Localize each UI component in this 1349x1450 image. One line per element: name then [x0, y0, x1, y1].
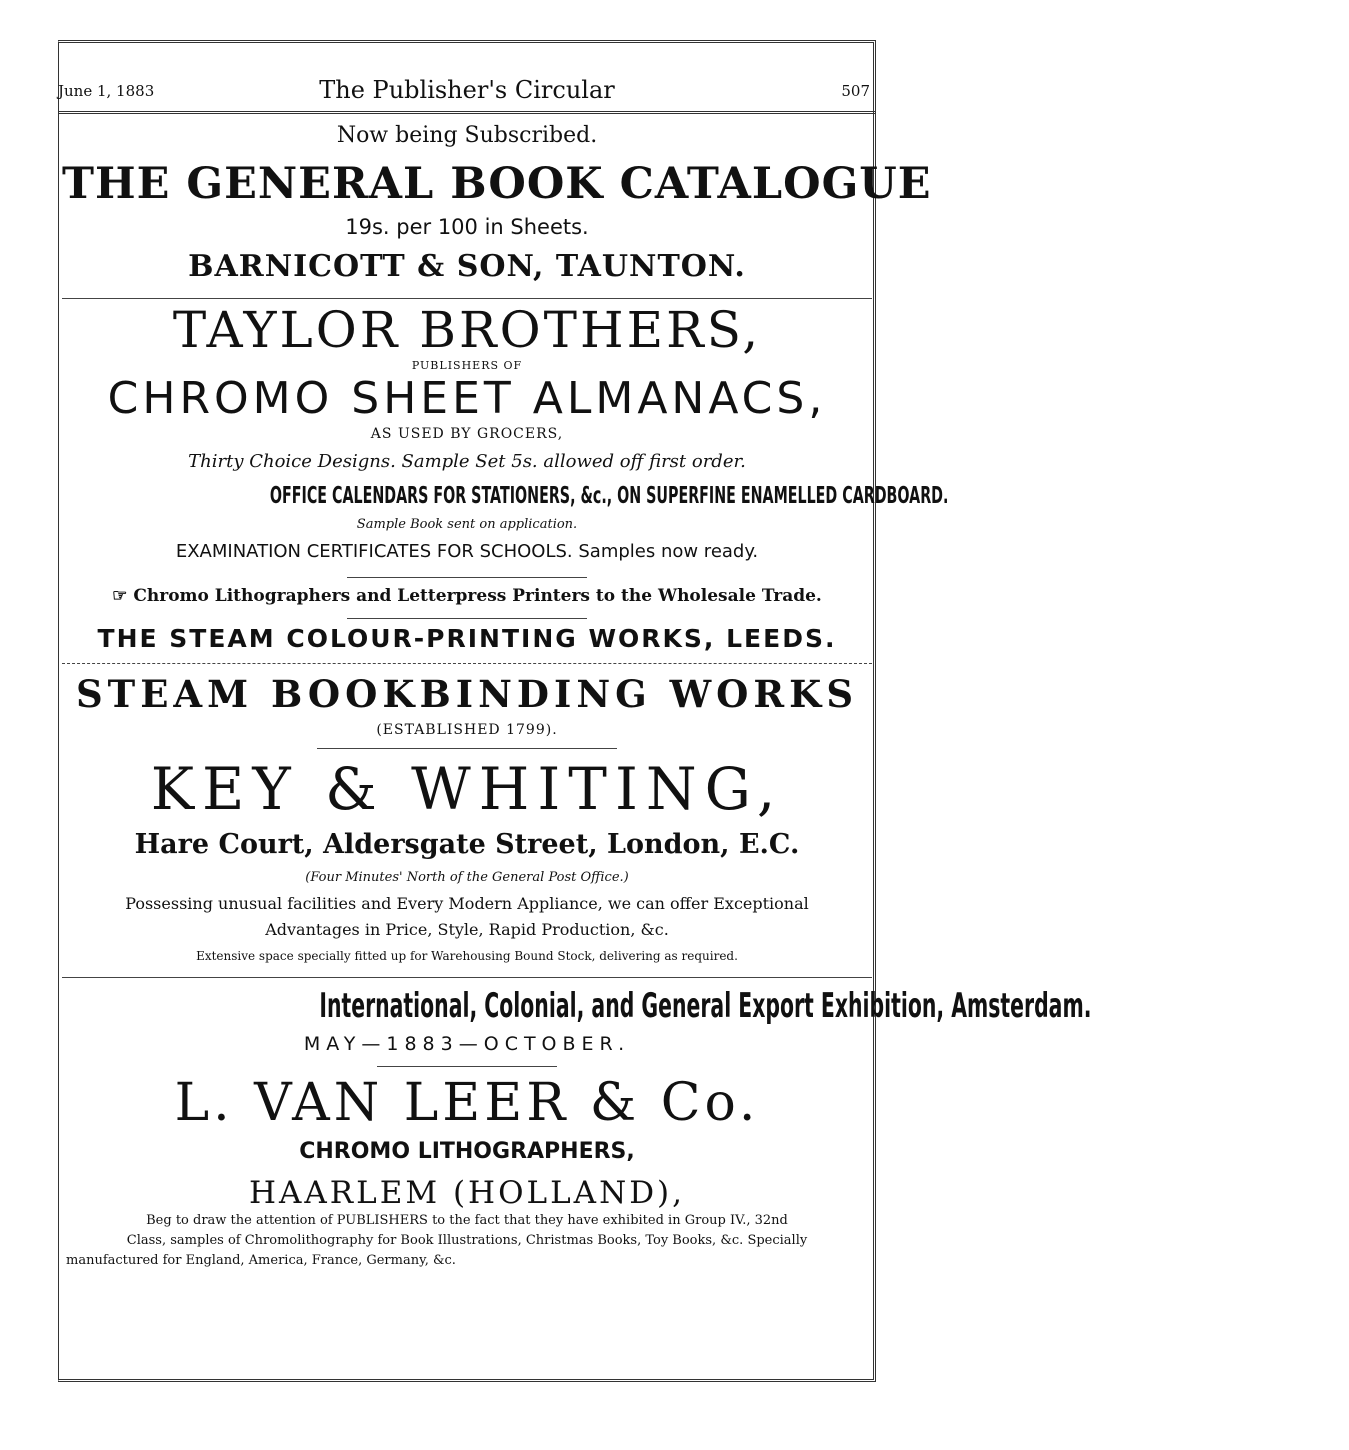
key-whiting-name: KEY & WHITING, — [150, 755, 784, 823]
lithographers-text: Chromo Lithographers and Letterpress Printers to the Wholesale Trade. — [133, 586, 822, 606]
header-page-number: 507 — [841, 82, 870, 100]
ad-general-book-catalogue — [62, 116, 932, 299]
location-direction: (Four Minutes' North of the General Post Office.) — [305, 870, 629, 885]
lithographers-line — [62, 578, 872, 614]
chromo-lithographers: CHROMO LITHOGRAPHERS, — [299, 1139, 635, 1164]
ad-taylor-brothers — [62, 299, 949, 664]
exhibition-title: International, Colonial, and General Export Exhibition, Amsterdam. — [319, 986, 1092, 1026]
catalogue-title: THE GENERAL BOOK CATALOGUE — [62, 159, 932, 209]
catalogue-price: 19s. per 100 in Sheets. — [345, 215, 589, 239]
ad-van-leer — [62, 978, 1092, 1271]
designs-note: Thirty Choice Designs. Sample Set 5s. allowed off first order. — [188, 451, 746, 472]
van-leer-name: L. VAN LEER & Co. — [174, 1073, 760, 1133]
exhibition-line-wrap — [62, 978, 1092, 1028]
calendars-line: OFFICE CALENDARS FOR STATIONERS, &c., ON SUPERFINE ENAMELLED CARDBOARD. — [269, 483, 949, 509]
established-note: (ESTABLISHED 1799). — [376, 722, 558, 738]
steam-works-line: THE STEAM COLOUR-PRINTING WORKS, LEEDS. — [97, 624, 837, 653]
ad-key-whiting — [62, 664, 872, 978]
exam-certificates: EXAMINATION CERTIFICATES FOR SCHOOLS. Samples now ready. — [175, 541, 759, 562]
pointing-hand-icon: ☞ — [112, 586, 134, 606]
subscription-note: Now being Subscribed. — [336, 123, 598, 148]
used-by-grocers: AS USED BY GROCERS, — [370, 426, 564, 442]
catalogue-publisher: BARNICOTT & SON, TAUNTON. — [188, 249, 746, 284]
bookbinding-title: STEAM BOOKBINDING WORKS — [75, 672, 859, 716]
publishers-of-label: PUBLISHERS OF — [411, 359, 523, 372]
sample-book-note: Sample Book sent on application. — [356, 517, 578, 532]
taylor-brothers-name: TAYLOR BROTHERS, — [172, 301, 762, 359]
advertisements — [62, 116, 1092, 1271]
header-date: June 1, 1883 — [58, 82, 155, 100]
calendars-line-wrap — [62, 479, 949, 513]
facilities-line-2: Advantages in Price, Style, Rapid Production, &c. — [265, 920, 669, 939]
haarlem-location: HAARLEM (HOLLAND), — [249, 1175, 685, 1211]
page-header — [58, 74, 876, 114]
van-leer-body-2: Class, samples of Chromolithography for Book Illustrations, Christmas Books, Toy Books, &c. Specially — [126, 1233, 808, 1248]
facilities-line-1: Possessing unusual facilities and Every Modern Appliance, we can offer Exceptional — [125, 894, 809, 913]
warehousing-note: Extensive space specially fitted up for Warehousing Bound Stock, delivering as required. — [196, 949, 738, 963]
exhibition-dates: MAY—1883—OCTOBER. — [303, 1033, 631, 1055]
almanacs-title: CHROMO SHEET ALMANACS, — [107, 373, 827, 424]
van-leer-body-1: Beg to draw the attention of PUBLISHERS to the fact that they have exhibited in Group IV., 32nd — [146, 1213, 788, 1228]
key-whiting-address: Hare Court, Aldersgate Street, London, E.C. — [134, 829, 800, 860]
header-title: The Publisher's Circular — [319, 76, 615, 104]
van-leer-body-3: manufactured for England, America, France, Germany, &c. — [66, 1253, 456, 1268]
